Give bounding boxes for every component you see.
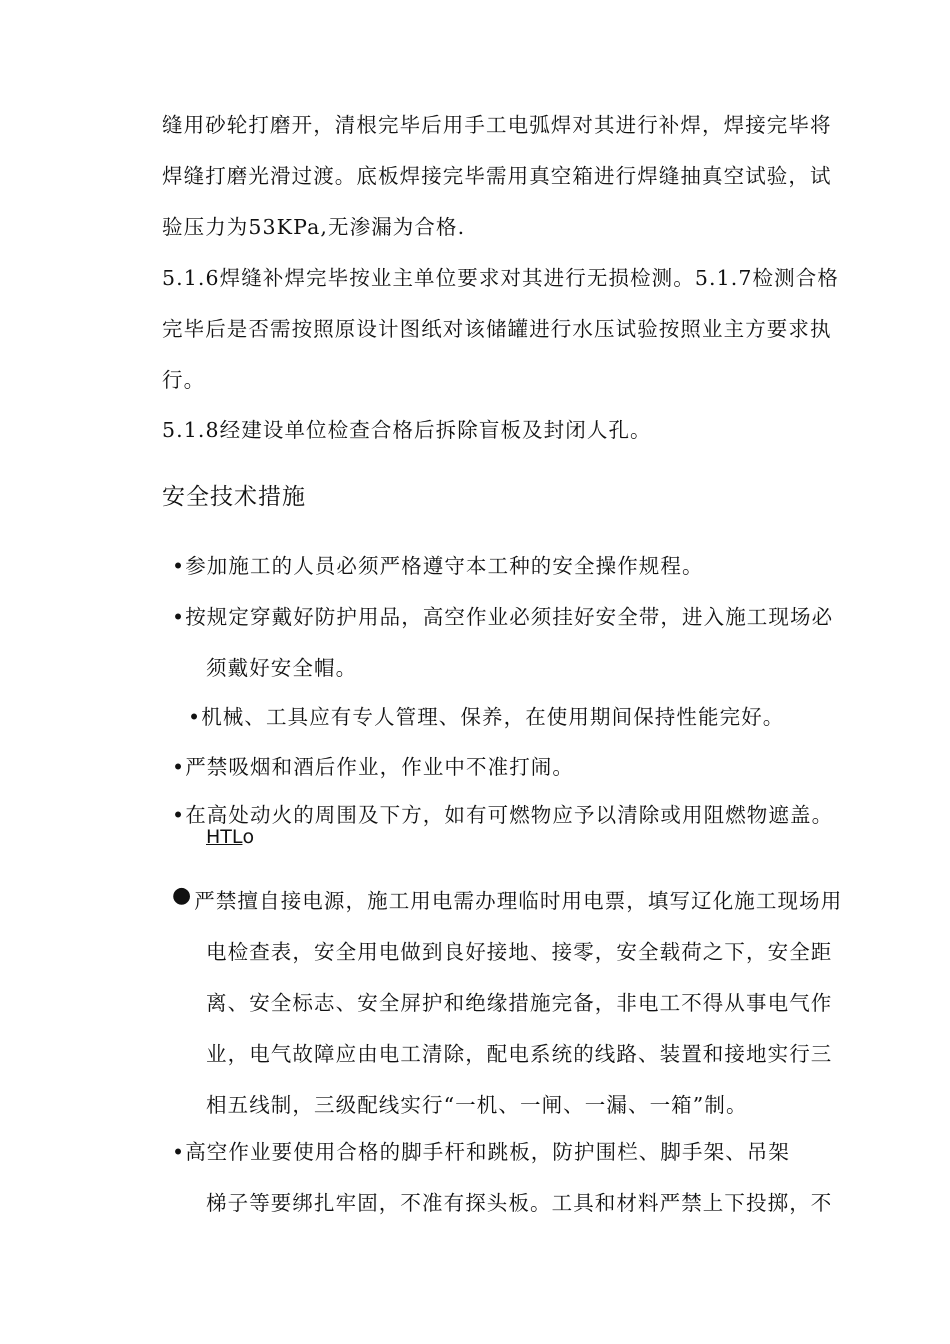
item-text: 机械、工具应有专人管理、保养，在使用期间保持性能完好。 — [201, 705, 785, 729]
text-line: 缝用砂轮打磨开，清根完毕后用手工电弧焊对其进行补焊，焊接完毕将 — [162, 113, 832, 137]
paragraph-5-1-6 — [162, 253, 862, 406]
bullet-icon: • — [172, 554, 186, 578]
item-text: 业，电气故障应由电工清除，配电系统的线路、装置和接地实行三 — [206, 1042, 833, 1066]
text-line: 验压力为53KPa,无渗漏为合格. — [162, 215, 466, 239]
item-text: 梯子等要绑扎牢固，不准有探头板。工具和材料严禁上下投掷，不 — [206, 1191, 833, 1215]
item-text: 严禁吸烟和酒后作业，作业中不准打闹。 — [185, 755, 575, 779]
item-text: 离、安全标志、安全屏护和绝缘措施完备，非电工不得从事电气作 — [206, 991, 833, 1015]
paragraph-5-1-8 — [162, 405, 862, 456]
bullet-icon: • — [172, 803, 186, 827]
text-line: 行。 — [162, 368, 206, 392]
stray-note — [206, 826, 254, 848]
bullet-icon: • — [172, 1140, 186, 1164]
item-text: 参加施工的人员必须严格遵守本工种的安全操作规程。 — [185, 554, 704, 578]
text-line: 焊缝打磨光滑过渡。底板焊接完毕需用真空箱进行焊缝抽真空试验，试 — [162, 164, 832, 188]
item-text: 按规定穿戴好防护用品，高空作业必须挂好安全带，进入施工现场必 — [185, 605, 834, 629]
bullet-icon: • — [188, 705, 202, 729]
bullet-icon: ● — [172, 883, 193, 908]
safety-item-4 — [172, 742, 574, 793]
safety-item-5 — [172, 790, 833, 841]
note-main: HTL — [206, 826, 243, 848]
item-text: 在高处动火的周围及下方，如有可燃物应予以清除或用阻燃物遮盖。 — [185, 803, 834, 827]
safety-item-7 — [172, 1127, 832, 1229]
text-line: 5.1.6焊缝补焊完毕按业主单位要求对其进行无损检测。5.1.7检测合格 — [162, 266, 839, 290]
item-text: 相五线制，三级配线实行“一机、一闸、一漏、一箱”制。 — [206, 1093, 748, 1117]
item-text: 须戴好安全帽。 — [206, 656, 358, 680]
text-line: 5.1.8经建设单位检查合格后拆除盲板及封闭人孔。 — [162, 418, 652, 442]
bullet-icon: • — [172, 755, 186, 779]
item-text: 电检查表，安全用电做到良好接地、接零，安全载荷之下，安全距 — [206, 940, 833, 964]
note-tail: o — [242, 826, 255, 848]
text-line: 完毕后是否需按照原设计图纸对该储罐进行水压试验按照业主方要求执 — [162, 317, 832, 341]
section-heading: 安全技术措施 — [162, 484, 306, 510]
safety-item-1 — [172, 541, 704, 592]
item-text: 严禁擅自接电源，施工用电需办理临时用电票，填写辽化施工现场用 — [194, 889, 843, 913]
safety-item-6 — [172, 870, 842, 1131]
safety-item-2 — [172, 592, 833, 694]
item-text: 高空作业要使用合格的脚手杆和跳板，防护围栏、脚手架、吊架 — [185, 1140, 791, 1164]
paragraph-welding-repair — [162, 100, 862, 253]
bullet-icon: • — [172, 605, 186, 629]
safety-item-3 — [188, 692, 784, 743]
